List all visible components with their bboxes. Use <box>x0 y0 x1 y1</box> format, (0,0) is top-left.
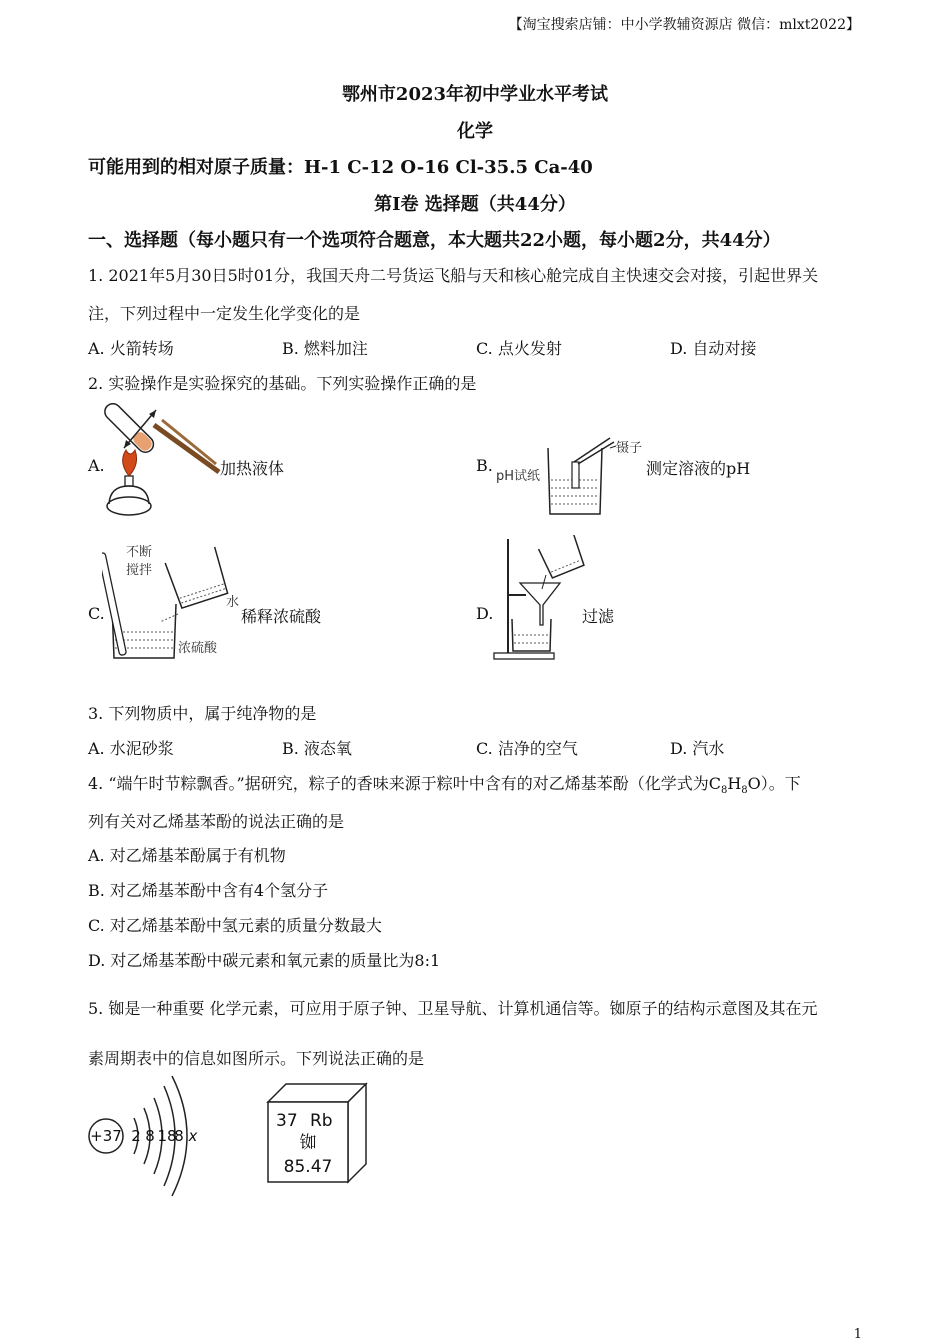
atomic-mass: 85.47 <box>283 1157 333 1177</box>
q2-d-caption: 过滤 <box>582 607 615 626</box>
q2-b-label: B. <box>476 456 493 475</box>
subject-title: 化学 <box>457 121 493 142</box>
stir-label-1: 不断 <box>126 545 153 560</box>
shell-2-count: 8 <box>145 1127 155 1145</box>
q4-line2: 列有关对乙烯基苯酚的说法正确的是 <box>88 812 345 831</box>
atomic-masses: 可能用到的相对原子质量：H-1 C-12 O-16 Cl-35.5 Ca-40 <box>88 157 593 178</box>
shell-1-count: 2 <box>131 1127 141 1145</box>
q3-option-b: B. 液态氧 <box>282 739 352 758</box>
heating-liquid-figure <box>104 400 229 520</box>
acid-label: 浓硫酸 <box>178 641 218 656</box>
page-number: 1 <box>853 1327 862 1342</box>
section-title: 一、选择题（每小题只有一个选项符合题意，本大题共22小题，每小题2分，共44分） <box>88 230 781 251</box>
filtration-figure <box>490 535 590 663</box>
q4-line1: 4. “端午时节粽飘香。”据研究，粽子的香味来源于粽叶中含有的对乙烯基苯酚（化学式为$C_8H_8O$）。下 <box>88 774 801 797</box>
tweezers-label: 镊子 <box>616 441 643 456</box>
ph-test-figure <box>490 430 650 522</box>
stir-label-2: 搅拌 <box>126 563 153 578</box>
page-header: 【淘宝搜索店铺：中小学教辅资源店 微信：mlxt2022】 <box>508 17 860 33</box>
q2-b-caption: 测定溶液的pH <box>646 459 751 478</box>
q4-option-b: B. 对乙烯基苯酚中含有4个氢分子 <box>88 881 329 900</box>
atomic-number: 37 <box>276 1111 298 1131</box>
q2-c-label: C. <box>88 604 105 623</box>
q5-line1: 5. 铷是一种重要 化学元素，可应用于原子钟、卫星导航、计算机通信等。铷原子的结构示意图及其在元 <box>88 999 818 1018</box>
exam-title: 鄂州市2023年初中学业水平考试 <box>341 84 609 105</box>
nucleus-charge: +37 <box>90 1127 122 1145</box>
q2-c-caption: 稀释浓硫酸 <box>241 607 322 626</box>
shell-5-count: x <box>188 1127 198 1145</box>
q4-option-d: D. 对乙烯基苯酚中碳元素和氧元素的质量比为8:1 <box>88 951 441 970</box>
q1-option-b: B. 燃料加注 <box>282 339 368 358</box>
element-symbol: Rb <box>310 1111 333 1131</box>
q4-option-c: C. 对乙烯基苯酚中氢元素的质量分数最大 <box>88 916 382 935</box>
q3-option-a: A. 水泥砂浆 <box>88 739 174 758</box>
q2-a-caption: 加热液体 <box>220 459 285 478</box>
q1-option-d: D. 自动对接 <box>670 339 757 358</box>
q2-d-label: D. <box>476 604 494 623</box>
q1-line2: 注，下列过程中一定发生化学变化的是 <box>88 304 361 323</box>
q2-a-label: A. <box>88 456 105 475</box>
shell-4-count: 8 <box>174 1127 184 1145</box>
water-label: 水 <box>226 595 240 610</box>
q5-line2: 素周期表中的信息如图所示。下列说法正确的是 <box>88 1049 425 1068</box>
volume-title: 第Ⅰ卷 选择题（共44分） <box>374 194 576 215</box>
q2-stem: 2. 实验操作是实验探究的基础。下列实验操作正确的是 <box>88 374 477 393</box>
periodic-table-cell <box>266 1082 370 1186</box>
ph-paper-label: pH试纸 <box>496 469 541 484</box>
element-name: 铷 <box>299 1133 317 1153</box>
q4-option-a: A. 对乙烯基苯酚属于有机物 <box>88 846 286 865</box>
q3-option-d: D. 汽水 <box>670 739 725 758</box>
q1-line1: 1. 2021年5月30日5时01分，我国天舟二号货运飞船与天和核心舱完成自主快速交会对接，引起世界关 <box>88 266 819 285</box>
dilute-acid-figure <box>102 540 242 665</box>
shell-3-count: 18 <box>157 1127 177 1145</box>
q1-option-c: C. 点火发射 <box>476 339 562 358</box>
q1-option-a: A. 火箭转场 <box>88 339 174 358</box>
q3-option-c: C. 洁净的空气 <box>476 739 578 758</box>
q3-stem: 3. 下列物质中，属于纯净物的是 <box>88 704 317 723</box>
rubidium-atom-diagram <box>86 1072 211 1200</box>
